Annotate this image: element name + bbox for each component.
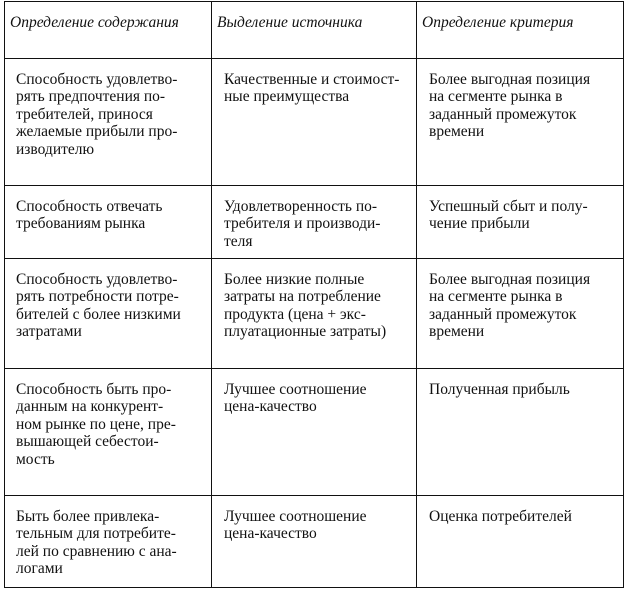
cell-text-line: Лучшее соотношение — [224, 381, 367, 398]
definitions-table — [4, 1, 624, 588]
table-cell — [212, 496, 417, 588]
table-cell — [417, 186, 624, 259]
table-row — [5, 369, 624, 496]
table-cell — [5, 496, 212, 588]
cell-text-line: изводителю — [16, 140, 95, 158]
cell-text-line: продукта (цена + экс- — [224, 305, 366, 323]
cell-text-line: Успешный сбыт и полу- — [429, 198, 588, 215]
cell-text-line: теля — [224, 232, 253, 250]
header-row — [5, 2, 624, 59]
cell-text-line: времени — [429, 123, 485, 141]
cell-text-line: требованиям рынка — [16, 215, 146, 233]
table-cell — [5, 186, 212, 259]
cell-text-line: заданный промежуток — [429, 305, 577, 323]
cell-text-line: логами — [16, 560, 63, 578]
cell-text-line: Способность удовлетво- — [16, 71, 178, 88]
cell-text-line: требителей, принося — [16, 105, 153, 123]
cell-text-line: времени — [429, 323, 485, 341]
cell-text-line: Лучшее соотношение — [224, 508, 367, 525]
cell-text-line: вышающей себестои- — [16, 433, 159, 451]
cell-text-line: Более низкие полные — [224, 271, 365, 288]
cell-text-line: ные преимущества — [224, 88, 350, 106]
header-cell-criterion — [417, 2, 624, 59]
table-cell — [417, 369, 624, 496]
header-label: Определение содержания — [10, 14, 179, 31]
cell-text-line: на сегменте рынка в — [429, 88, 563, 106]
cell-text-line: на сегменте рынка в — [429, 288, 563, 306]
table-row — [5, 496, 624, 588]
table-cell — [212, 259, 417, 369]
cell-text-line: лей по сравнению с ана- — [16, 542, 177, 560]
table-cell — [5, 259, 212, 369]
cell-text-line: чение прибыли — [429, 215, 530, 233]
cell-text-line: плуатационные затраты) — [224, 323, 387, 341]
cell-text-line: Способность быть про- — [16, 381, 172, 398]
cell-text-line: Более выгодная позиция — [429, 71, 591, 88]
cell-text-line: Способность отвечать — [16, 198, 163, 215]
cell-text-line: данным на конкурент- — [16, 398, 164, 416]
table-cell — [417, 496, 624, 588]
table-cell — [417, 259, 624, 369]
cell-text-line: Быть более привлека- — [16, 508, 160, 525]
cell-text-line: Способность удовлетво- — [16, 271, 178, 288]
cell-text-line: Оценка потребителей — [429, 508, 572, 525]
table-row — [5, 186, 624, 259]
cell-text-line: ном рынке по цене, пре- — [16, 415, 176, 433]
table-cell — [5, 59, 212, 186]
cell-text-line: желаемые прибыли про- — [16, 123, 178, 141]
header-label: Выделение источника — [217, 14, 363, 31]
header-cell-source — [212, 2, 417, 59]
cell-text-line: бителей с более низкими — [16, 305, 181, 323]
cell-text-line: Качественные и стоимост- — [224, 71, 400, 88]
table-cell — [212, 59, 417, 186]
cell-text-line: Удовлетворенность по- — [224, 198, 378, 215]
cell-text-line: затраты на потребление — [224, 288, 381, 306]
cell-text-line: мость — [16, 450, 55, 468]
table-cell — [212, 369, 417, 496]
cell-text-line: заданный промежуток — [429, 105, 577, 123]
table-cell — [417, 59, 624, 186]
table-cell — [5, 369, 212, 496]
cell-text-line: тельным для потребите- — [16, 525, 176, 543]
cell-text-line: рять предпочтения по- — [16, 88, 166, 106]
header-cell-content-definition — [5, 2, 212, 59]
table-cell — [212, 186, 417, 259]
cell-text-line: цена-качество — [224, 525, 317, 543]
cell-text-line: требителя и производи- — [224, 215, 381, 233]
cell-text-line: Полученная прибыль — [429, 381, 570, 398]
header-label: Определение критерия — [422, 14, 574, 31]
cell-text-line: цена-качество — [224, 398, 317, 416]
table-row — [5, 259, 624, 369]
cell-text-line: рять потребности потре- — [16, 288, 179, 306]
cell-text-line: затратами — [16, 323, 82, 341]
cell-text-line: Более выгодная позиция — [429, 271, 591, 288]
table-row — [5, 59, 624, 186]
